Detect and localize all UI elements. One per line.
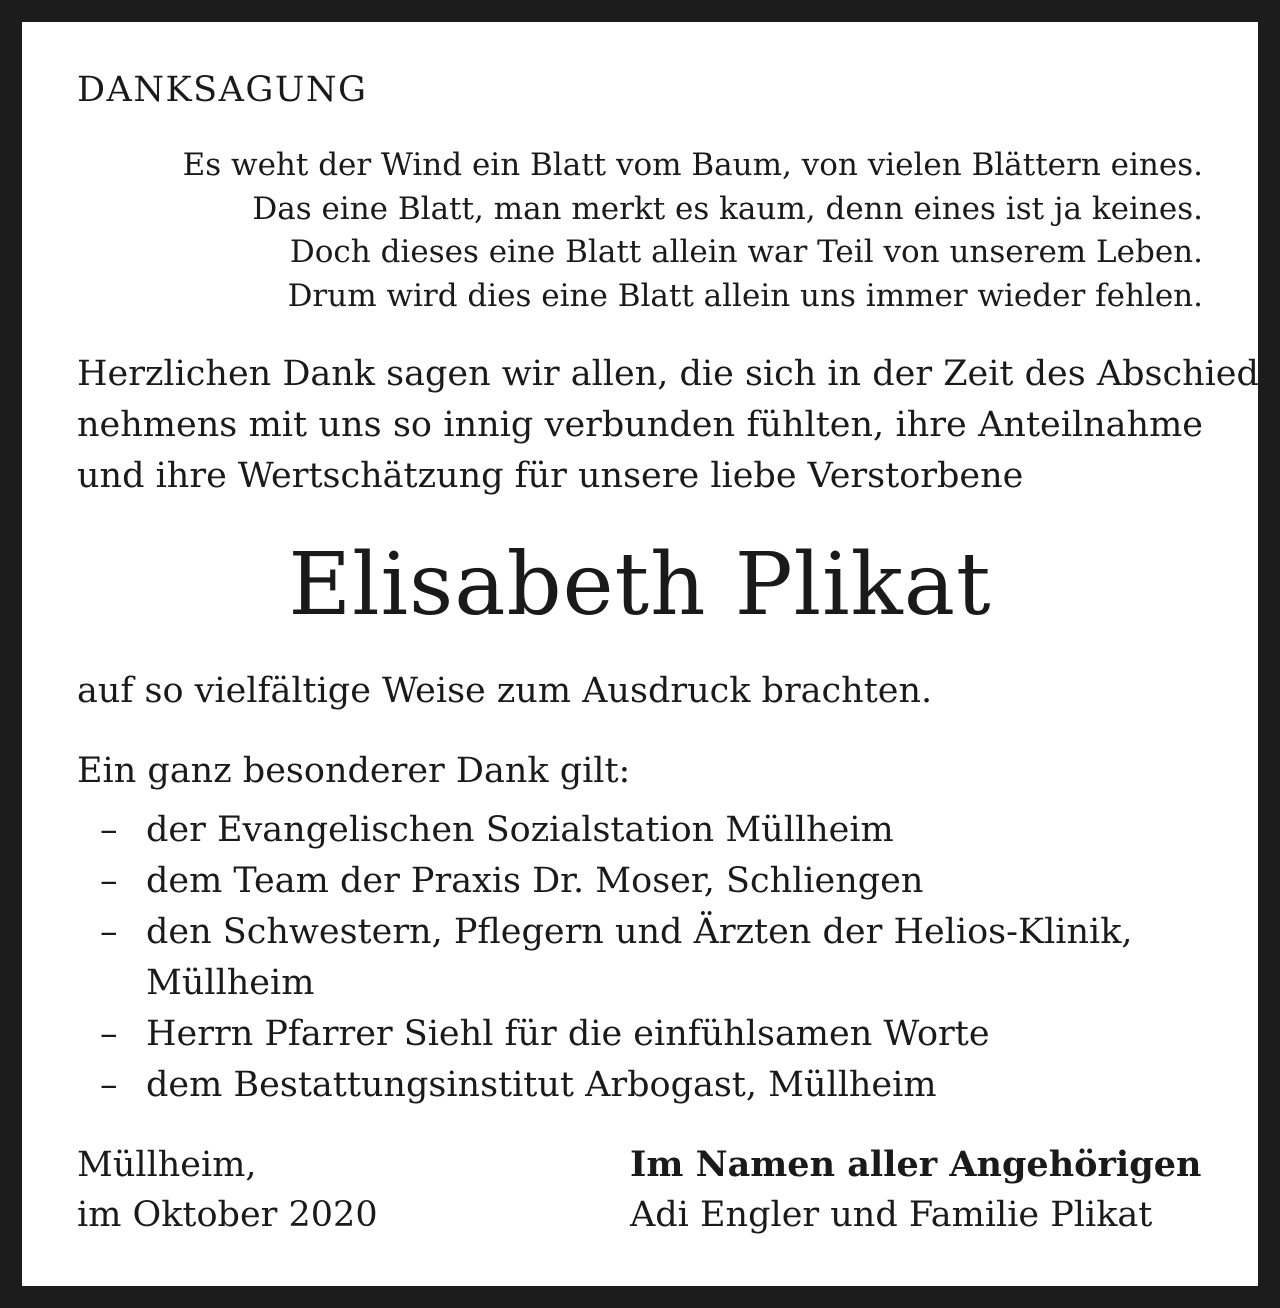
place: Müllheim, [77, 1145, 257, 1185]
list-item-text: der Evangelischen Sozialstation Müllheim [146, 810, 894, 850]
intro-paragraph [77, 349, 1271, 502]
list-item [100, 1009, 1200, 1060]
dash-bullet: – [100, 1014, 118, 1054]
list-item-continuation [100, 958, 1200, 1009]
intro-line: und ihre Wertschätzung für unsere liebe Verstorbene [77, 456, 1024, 496]
signature-heading: Im Namen aller Angehörigen [630, 1144, 1202, 1185]
signature-names: Adi Engler und Familie Plikat [630, 1195, 1153, 1235]
thanks-list [100, 805, 1200, 1111]
notice-heading: DANKSAGUNG [77, 70, 368, 110]
closing-line: auf so vielfältige Weise zum Ausdruck brachten. [77, 671, 933, 711]
deceased-name: Elisabeth Plikat [288, 535, 992, 635]
dash-bullet: – [100, 861, 118, 901]
poem-line: Das eine Blatt, man merkt es kaum, denn eines ist ja keines. [252, 190, 1203, 227]
dash-bullet: – [100, 912, 118, 952]
poem-line: Drum wird dies eine Blatt allein uns immer wieder fehlen. [287, 277, 1203, 314]
list-item-text: Herrn Pfarrer Siehl für die einfühlsamen Worte [146, 1014, 990, 1054]
dash-bullet: – [100, 810, 118, 850]
thanks-heading: Ein ganz besonderer Dank gilt: [77, 751, 631, 791]
list-item [100, 907, 1200, 958]
dash-bullet: – [100, 1065, 118, 1105]
date: im Oktober 2020 [77, 1195, 378, 1235]
list-item [100, 805, 1200, 856]
list-item [100, 856, 1200, 907]
intro-line: nehmens mit uns so innig verbunden fühlten, ihre Anteilnahme [77, 405, 1203, 445]
list-item-text: dem Team der Praxis Dr. Moser, Schliengen [146, 861, 924, 901]
obituary-notice [22, 22, 1271, 1286]
signature [630, 1140, 1201, 1240]
list-item [100, 1060, 1200, 1111]
poem [103, 144, 1203, 318]
poem-line: Doch dieses eine Blatt allein war Teil von unserem Leben. [289, 234, 1203, 270]
intro-line: Herzlichen Dank sagen wir allen, die sich in der Zeit des Abschied- [77, 354, 1271, 394]
list-item-text: Müllheim [146, 963, 315, 1003]
list-item-text: dem Bestattungsinstitut Arbogast, Müllheim [146, 1065, 937, 1105]
place-date [77, 1140, 378, 1240]
poem-line: Es weht der Wind ein Blatt vom Baum, von vielen Blättern eines. [182, 147, 1203, 183]
list-item-text: den Schwestern, Pflegern und Ärzten der Helios-Klinik, [146, 912, 1133, 952]
